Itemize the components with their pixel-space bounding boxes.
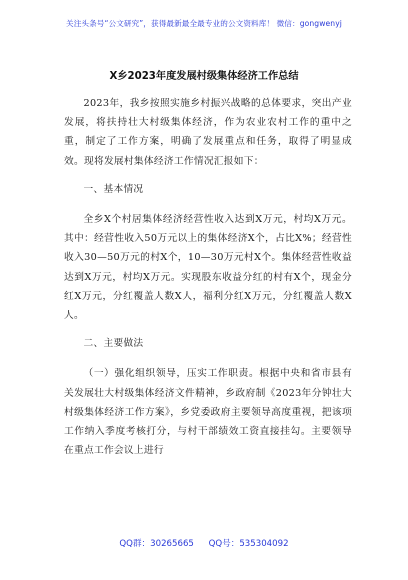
practices-paragraph: （一）强化组织领导，压实工作职责。根据中央和省市县有关发展壮大村级集体经济文件精神，乡政府制《2023年分钟壮大村级集体经济工作方案》，乡党委政府主要领导高度重视，把该项工作纳入季度考核打分，与村干部绩效工资直接挂勾。主要领导在重点工作会议上进行 <box>64 368 352 457</box>
qq-group: QQ群：30265665 <box>119 539 194 549</box>
section-heading-practices: 二、主要做法 <box>83 338 144 350</box>
section-heading-basic: 一、基本情况 <box>83 183 144 195</box>
intro-paragraph: 2023年，我乡按照实施乡村振兴战略的总体要求，突出产业发展，将扶持壮大村级集体经济，作为农业农村工作的重中之重，制定了工作方案，明确了发展重点和任务，取得了明显成效。现将发展村集体经济工作情况汇报如下： <box>64 98 352 167</box>
header-notice: 关注头条号“公文研究”，获得最新最全最专业的公文资料库！ 微信：gongwenyj <box>66 19 342 28</box>
document-body <box>64 94 352 460</box>
qq-number: QQ号：535304092 <box>208 539 289 549</box>
page-title: X乡2023年度发展村级集体经济工作总结 <box>109 71 299 82</box>
basic-situation-paragraph: 全乡X个村居集体经济经营性收入达到X万元，村均X万元。其中：经营性收入50万元以上的集体经济X个，占比X%；经营性收入30—50万元的村X个，10—30万元村X个。集体经营性收益达到X万元，村均X万元。实现股东收益分红的村有X个，现金分红X万元，分红覆盖人数X人，福利分红X万元，分红覆盖人数X人。 <box>64 214 352 322</box>
footer-contact <box>0 537 408 549</box>
